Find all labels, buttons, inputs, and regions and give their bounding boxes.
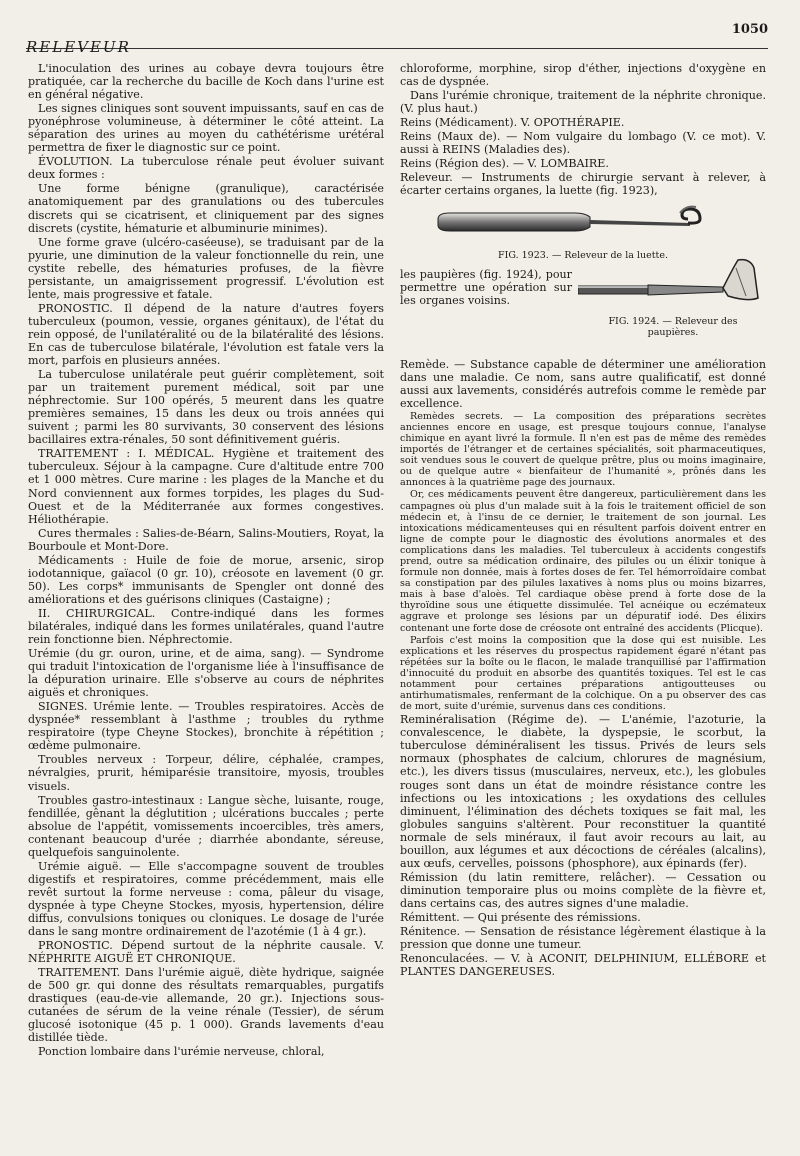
paragraph: ÉVOLUTION. La tuberculose rénale peut évoluer suivant deux formes :	[28, 155, 384, 182]
paragraph: Remèdes secrets. — La composition des préparations secrètes anciennes encore en usage, est presque toujours connue, l'analyse chimique en ayant livré la formule. Il n'en est pas de même des remèdes importés de l'étranger et de certaines spécialités, soit pharmaceutiques, soit vendues sous le couvert de quelque prêtre, plus ou moins imaginaire, ou de quelque autre « bienfaiteur de l'humanité », prônés dans les annonces à la quatrième page des journaux.	[400, 410, 766, 489]
figure-caption: FIG. 1923. — Releveur de la luette.	[498, 249, 668, 261]
figure-1923	[400, 201, 766, 261]
entry-remineralisation: Reminéralisation (Régime de). — L'anémie, l'azoturie, la convalescence, le diabète, la dyspepsie, le scorbut, la tuberculose déminéralisent les tissus. Privés de leurs sels normaux (phosphates de calcium, chlorures de magnésium, etc.), les divers tissus (musculaires, nerveux, etc.), les globules rouges sont dans un état de moindre résistance contre les infections ou les intoxications ; les oxydations des cellules diminuent, l'élimination des déchets toxiques se fait mal, les globules sanguins s'altèrent. Pour reconstituer la quantité normale de sels minéraux, il faut avoir recours au lait, au bouillon, aux légumes et aux décoctions de céréales (alcalins), aux œufs, cervelles, poissons (phosphore), aux épinards (fer).	[400, 713, 766, 870]
paragraph: Urémie aiguë. — Elle s'accompagne souvent de troubles digestifs et respiratoires, comme précédemment, mais elle revêt surtout la forme nerveuse : coma, pâleur du visage, dyspnée à type Cheyne Stockes, myosis, hypertension, délire diffus, convulsions toniques ou cloniques. Le dosage de l'urée dans le sang montre ordinairement de l'azotémie (1 à 4 gr.).	[28, 859, 384, 939]
paragraph: Une forme bénigne (granulique), caractérisée anatomiquement par des granulations ou des tubercules discrets qui se cicatrisent, et cliniquement par des signes discrets (cystite, hématurie et albuminurie minimes).	[28, 182, 384, 235]
paragraph: Une forme grave (ulcéro-caséeuse), se traduisant par de la pyurie, une diminution de la valeur fonctionnelle du rein, une cystite rebelle, des hématuries profuses, de la fièvre persistante, un amaigrissement progressif. L'évolution est lente, mais progressive et fatale.	[28, 235, 384, 301]
page-number: 1050	[731, 22, 768, 37]
entry-reins-medicament: Reins (Médicament). V. OPOTHÉRAPIE.	[400, 116, 625, 130]
entry-remittent: Rémittent. — Qui présente des rémissions.	[400, 910, 641, 924]
running-title: RELEVEUR	[26, 38, 131, 56]
entry-renonculacees: Renonculacées. — V. à ACONIT, DELPHINIUM, ELLÉBORE et PLANTES DANGEREUSES.	[400, 952, 766, 979]
entry-releveur: Releveur. — Instruments de chirurgie servant à relever, à écarter certains organes, la luette (fig. 1923),	[400, 171, 766, 198]
page-header	[26, 22, 768, 56]
right-column	[400, 62, 766, 979]
paragraph: PRONOSTIC. Dépend surtout de la néphrite causale. V. NÉPHRITE AIGUË ET CHRONIQUE.	[28, 939, 384, 966]
entry-reins-maux: Reins (Maux de). — Nom vulgaire du lombago (V. ce mot). V. aussi à REINS (Maladies des).	[400, 130, 766, 157]
entry-releveur-continued: les paupières (fig. 1924), pour permettre une opération sur les organes voisins.	[400, 267, 572, 307]
paragraph: chloroforme, morphine, sirop d'éther, injections d'oxygène en cas de dyspnée.	[400, 62, 766, 89]
paragraph: TRAITEMENT. Dans l'urémie aiguë, diète hydrique, saignée de 500 gr. qui donne des résultats remarquables, purgatifs drastiques (eau-de-vie allemande, 20 gr.). Injections sous-cutanées de sérum de la veine rénale (Tessier), de sérum glucosé isotonique (45 p. 1 000). Grands lavements d'eau distillée tiède.	[28, 966, 384, 1045]
paragraph: L'inoculation des urines au cobaye devra toujours être pratiquée, car la recherche du bacille de Koch dans l'urine est en général négative.	[28, 62, 384, 102]
paragraph: La tuberculose unilatérale peut guérir complètement, soit par un traitement purement médical, soit par une néphrectomie. Sur 100 opérés, 5 meurent dans les quatre premières semaines, 15 dans les deux ou trois années qui suivent ; parmi les 80 survivants, 30 conservent des lésions bacillaires extra-rénales, 50 sont définitivement guéris.	[28, 368, 384, 447]
uvula-retractor-illustration	[400, 201, 766, 245]
paragraph: II. CHIRURGICAL. Contre-indiqué dans les formes bilatérales, indiqué dans les formes unilatérales, quand l'autre rein fonctionne bien. Néphrectomie.	[28, 606, 384, 647]
left-column	[28, 62, 384, 1060]
paragraph: SIGNES. Urémie lente. — Troubles respiratoires. Accès de dyspnée* ressemblant à l'asthme ; troubles du rythme respiratoire (type Cheyne Stockes), bronchite à répétition ; œdème pulmonaire.	[28, 700, 384, 753]
paragraph: Troubles gastro-intestinaux : Langue sèche, luisante, rouge, fendillée, gênant la déglutition ; ulcérations buccales ; perte absolue de l'appétit, vomissements incoercibles, très amers, contenant beaucoup d'urée ; diarrhée abondante, séreuse, quelquefois sanguinolente.	[28, 793, 384, 859]
paragraph: Dans l'urémie chronique, traitement de la néphrite chronique. (V. plus haut.)	[400, 89, 766, 116]
entry-reins-region: Reins (Région des). — V. LOMBAIRE.	[400, 157, 609, 171]
figure-caption: FIG. 1924. — Releveur des paupières.	[608, 315, 738, 338]
paragraph: TRAITEMENT : I. MÉDICAL. Hygiène et traitement des tuberculeux. Séjour à la campagne. Cure d'altitude entre 700 et 1 000 mètres. Cure marine : les plages de la Manche et du Nord conviennent aux formes torpides, les plages du Sud-Ouest et de la Méditerranée aux formes congestives. Héliothérapie.	[28, 447, 384, 526]
paragraph: Or, ces médicaments peuvent être dangereux, particulièrement dans les campagnes où plus d'un malade suit à la fois le traitement officiel de son médecin et, à l'insu de ce dernier, le traitement de son journal. Les intoxications médicamenteuses qui en résultent parfois doivent entrer en ligne de compte pour le diagnostic des évolutions anormales et des complications dans les maladies. Tel tuberculeux à accidents congestifs prend, outre sa médication ordinaire, des pilules ou un élixir tonique à formule non donnée, mais à fortes doses de fer. Tel hémorroïdaire combat sa constipation par des pilules laxatives à noms plus ou moins bizarres, mais à base d'aloès. Tel cardiaque obèse prend à forte dose de la thyroïdine sous une étiquette dissimulée. Tel acnéique ou eczémateux aggrave et prolonge ses lésions par un dépuratif iodé. Des élixirs contenant une forte dose de créosote ont entraîné des accidents (Plicque).	[400, 489, 766, 634]
entry-remedes-secrets	[400, 411, 766, 713]
paragraph: Les signes cliniques sont souvent impuissants, sauf en cas de pyonéphrose volumineuse, à déterminer le côté atteint. La séparation des urines au moyen du cathétérisme urétéral permettra de fixer le diagnostic sur ce point.	[28, 102, 384, 155]
paragraph: Ponction lombaire dans l'urémie nerveuse, chloral,	[38, 1045, 325, 1059]
entry-remede: Remède. — Substance capable de déterminer une amélioration dans une maladie. Ce nom, sans autre qualificatif, est donné aussi aux lavements, considérés autrefois comme le remède par excellence.	[400, 357, 766, 410]
paragraph: PRONOSTIC. Il dépend de la nature d'autres foyers tuberculeux (poumon, vessie, organes génitaux), de l'état du rein opposé, de l'unilatéralité ou de la bilatéralité des lésions. En cas de tuberculose bilatérale, l'évolution est fatale vers la mort, parfois en plusieurs années.	[28, 301, 384, 368]
figure-1924-block	[400, 268, 766, 358]
paragraph: Cures thermales : Salies-de-Béarn, Salins-Moutiers, Royat, la Bourboule et Mont-Dore.	[28, 526, 384, 553]
entry-renitence: Rénitence. — Sensation de résistance légèrement élastique à la pression que donne une tumeur.	[400, 925, 766, 952]
paragraph: Médicaments : Huile de foie de morue, arsenic, sirop iodotannique, gaïacol (0 gr. 10), créosote en lavement (0 gr. 50). Les corps* immunisants de Spengler ont donné des améliorations et des guérisons cliniques (Castaigne) ;	[28, 553, 384, 606]
eyelid-retractor-illustration	[578, 258, 768, 318]
paragraph: Troubles nerveux : Torpeur, délire, céphalée, crampes, névralgies, prurit, hémiparésie transitoire, myosis, troubles visuels.	[28, 753, 384, 793]
paragraph: Parfois c'est moins la composition que la dose qui est nuisible. Les explications et les réserves du prospectus rapidement égaré n'étant pas répétées sur la boîte ou le flacon, le malade tranquillisé par l'affirmation d'innocuité du produit en absorbe des quantités toxiques. Tel est le cas notamment pour certaines préparations antigoutteuses ou antirhumatismales, renfermant de la colchique. On a pu observer des cas de mort, suite d'urémie, survenus dans ces conditions.	[400, 634, 766, 713]
entry-uremie: Urémie (du gr. ouron, urine, et de aima, sang). — Syndrome qui traduit l'intoxication de l'organisme liée à l'insuffisance de la dépuration urinaire. Elle s'observe au cours de néphrites aiguës et chroniques.	[28, 647, 384, 700]
entry-remission: Rémission (du latin remittere, relâcher). — Cessation ou diminution temporaire plus ou moins complète de la fièvre et, dans certains cas, des autres signes d'une maladie.	[400, 870, 766, 910]
